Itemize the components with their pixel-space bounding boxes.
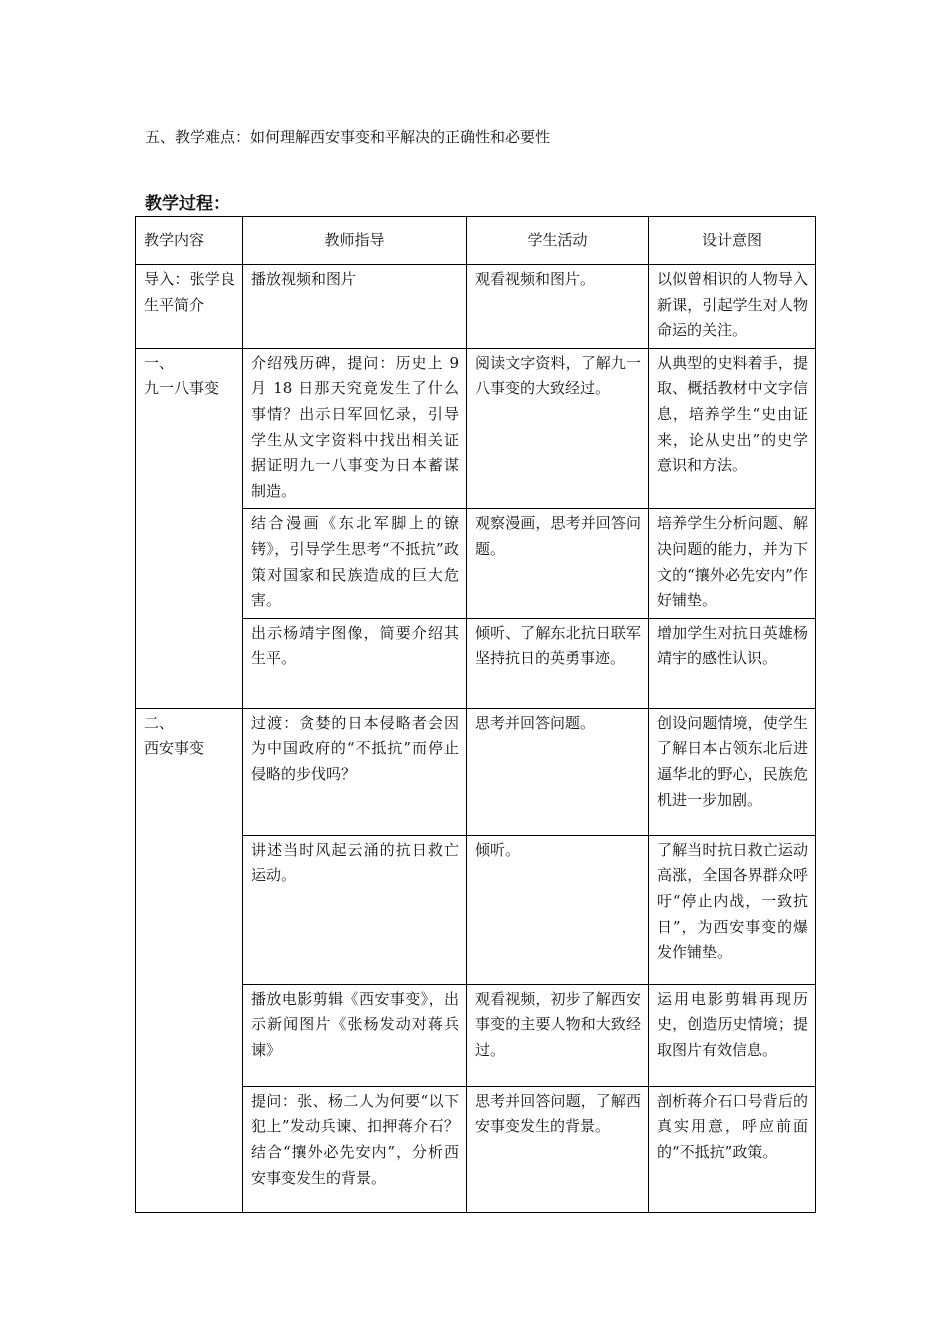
cell-student: 观看视频，初步了解西安事变的主要人物和大致经过。 — [467, 984, 649, 1086]
cell-intent: 剖析蒋介石口号背后的真实用意，呼应前面的“不抵抗”政策。 — [649, 1086, 816, 1212]
section-name: 西安事变 — [144, 739, 205, 758]
cell-student: 思考并回答问题。 — [467, 708, 649, 835]
teaching-difficulty: 五、教学难点：如何理解西安事变和平解决的正确性和必要性 — [145, 128, 551, 146]
header-teacher: 教师指导 — [243, 217, 467, 265]
cell-student: 阅读文字资料，了解九一八事变的大致经过。 — [467, 348, 649, 509]
cell-teacher: 过渡：贪婪的日本侵略者会因为中国政府的“不抵抗”而停止侵略的步伐吗？ — [243, 708, 467, 835]
table-row — [136, 618, 816, 708]
section-cell-2-cont — [136, 1086, 243, 1212]
teaching-process-title: 教学过程： — [145, 194, 230, 214]
table-header-row — [136, 217, 816, 265]
table-row — [136, 509, 816, 618]
table-row — [136, 984, 816, 1086]
table-row — [136, 348, 816, 509]
table-row — [136, 708, 816, 835]
cell-student: 倾听、了解东北抗日联军坚持抗日的英勇事迹。 — [467, 618, 649, 708]
section-cell-1 — [136, 348, 243, 509]
cell-teacher: 出示杨靖宇图像，简要介绍其生平。 — [243, 618, 467, 708]
cell-intent: 从典型的史料着手，提取、概括教材中文字信息，培养学生“史由证来，论从史出”的史学意识和方法。 — [649, 348, 816, 509]
cell-student: 倾听。 — [467, 835, 649, 984]
cell-student-intro: 观看视频和图片。 — [467, 265, 649, 349]
cell-teacher: 播放电影剪辑《西安事变》，出示新闻图片《张杨发动对蒋兵谏》 — [243, 984, 467, 1086]
cell-teacher-intro: 播放视频和图片 — [243, 265, 467, 349]
cell-student: 观察漫画，思考并回答问题。 — [467, 509, 649, 618]
header-student: 学生活动 — [467, 217, 649, 265]
section-cell-2-cont — [136, 984, 243, 1086]
cell-intent: 了解当时抗日救亡运动高涨，全国各界群众呼吁“停止内战，一致抗日”，为西安事变的爆发作铺垫。 — [649, 835, 816, 984]
section-cell-1-cont — [136, 618, 243, 708]
table-row-intro — [136, 265, 816, 349]
cell-content-intro: 导入：张学良生平简介 — [136, 265, 243, 349]
section-cell-1-cont — [136, 509, 243, 618]
section-name: 九一八事变 — [144, 379, 220, 398]
section-number: 二、 — [144, 713, 175, 732]
cell-student: 思考并回答问题，了解西安事变发生的背景。 — [467, 1086, 649, 1212]
lesson-plan-table — [135, 216, 816, 1213]
cell-teacher: 介绍残历碑，提问：历史上 9 月 18 日那天究竟发生了什么事情？出示日军回忆录，引导学生从文字资料中找出相关证据证明九一八事变为日本蓄谋制造。 — [243, 348, 467, 509]
section-number: 一、 — [144, 353, 175, 372]
cell-teacher: 提问：张、杨二人为何要“以下犯上”发动兵谏、扣押蒋介石？结合“攘外必先安内”，分析西安事变发生的背景。 — [243, 1086, 467, 1212]
cell-intent: 增加学生对抗日英雄杨靖宇的感性认识。 — [649, 618, 816, 708]
section-cell-2-cont — [136, 835, 243, 984]
header-intent: 设计意图 — [649, 217, 816, 265]
cell-teacher: 讲述当时风起云涌的抗日救亡运动。 — [243, 835, 467, 984]
cell-teacher: 结合漫画《东北军脚上的镣铐》，引导学生思考“不抵抗”政策对国家和民族造成的巨大危害。 — [243, 509, 467, 618]
header-content: 教学内容 — [136, 217, 243, 265]
table-row — [136, 1086, 816, 1212]
cell-intent: 培养学生分析问题、解决问题的能力，并为下文的“攘外必先安内”作好铺垫。 — [649, 509, 816, 618]
cell-intent: 创设问题情境，使学生了解日本占领东北后进逼华北的野心，民族危机进一步加剧。 — [649, 708, 816, 835]
table-row — [136, 835, 816, 984]
cell-intent: 运用电影剪辑再现历史，创造历史情境；提取图片有效信息。 — [649, 984, 816, 1086]
cell-intent-intro: 以似曾相识的人物导入新课，引起学生对人物命运的关注。 — [649, 265, 816, 349]
section-cell-2 — [136, 708, 243, 835]
